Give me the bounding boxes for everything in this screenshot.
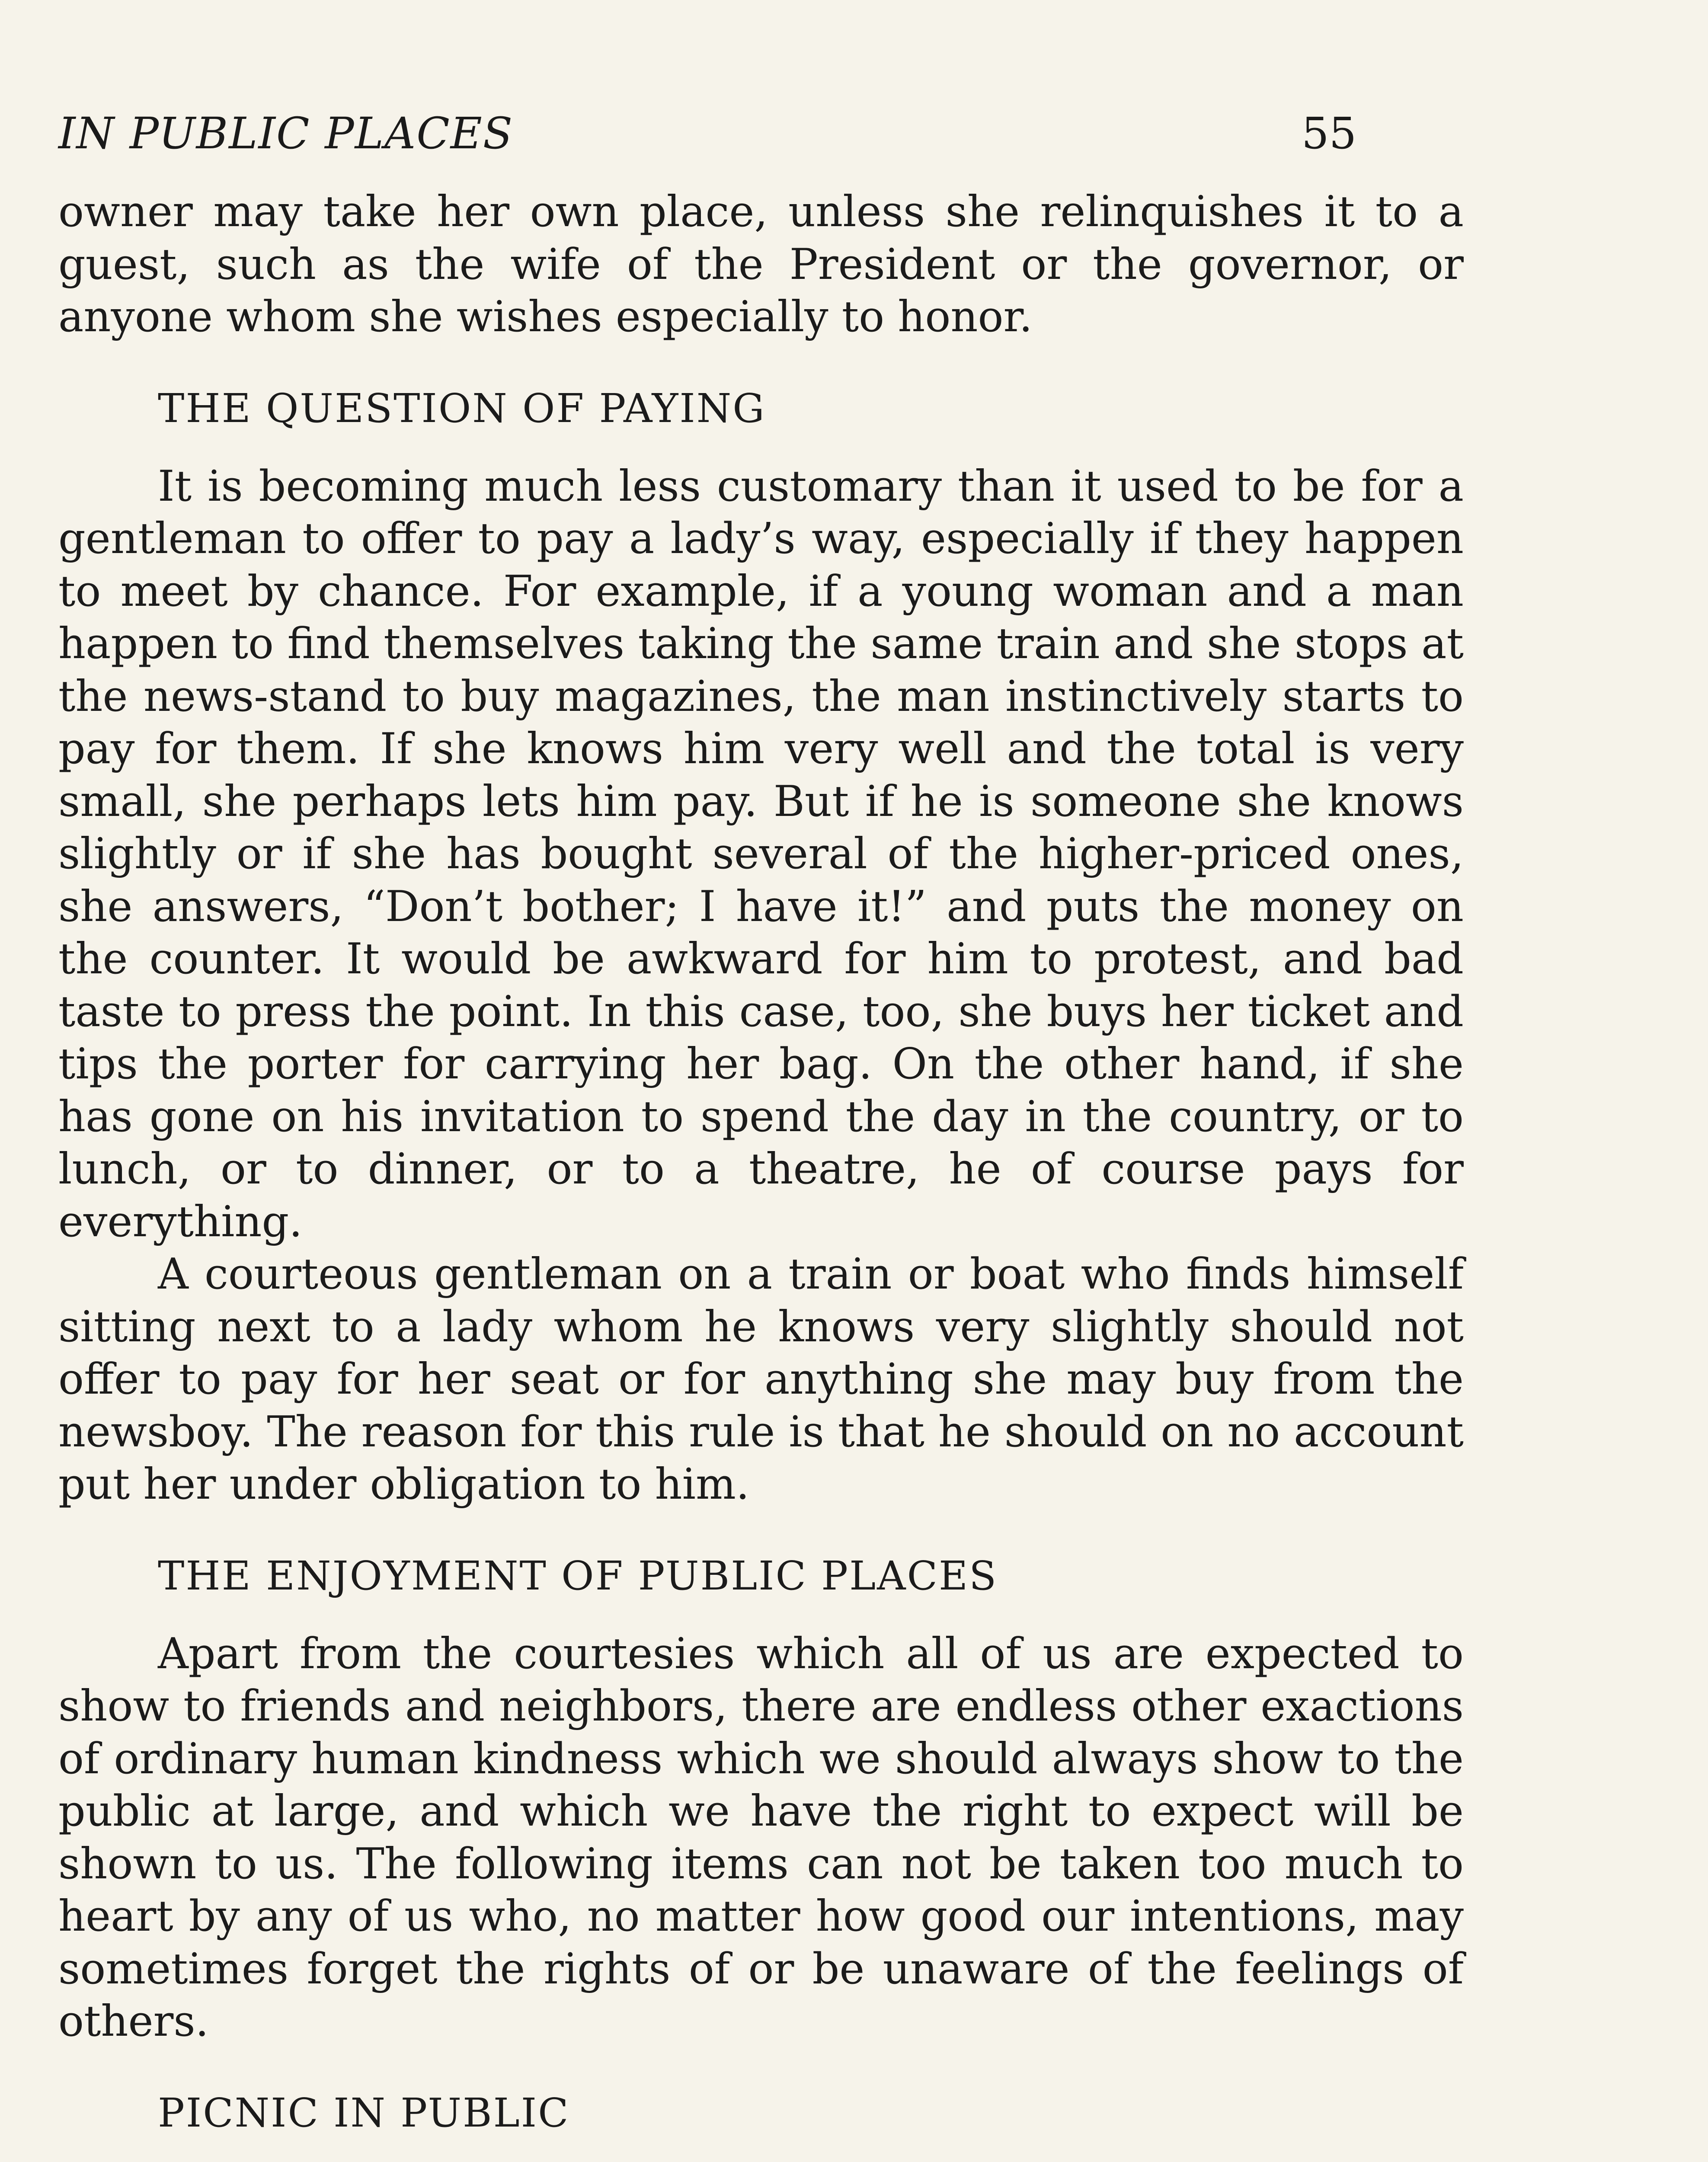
paragraph-paying-2: A courteous gentleman on a train or boat who finds himself sitting next to a lady whom he knows very slightly should not offer to pay for her seat or for anything she may buy from the newsboy. The reason for this rule is that he should on no account put her under obligation to him. (58, 1250, 1464, 1509)
section-heading-enjoyment: THE ENJOYMENT OF PUBLIC PLACES (158, 1552, 998, 1599)
paragraph-continued: owner may take her own place, unless she relinquishes it to a guest, such as the wife of the President or the governor, or anyone whom she wishes especially to honor. (58, 187, 1464, 342)
page-number: 55 (1302, 108, 1357, 159)
paragraph-enjoyment: Apart from the courtesies which all of us are expected to show to friends and neighbors, there are endless other exactions of ordinary human kindness which we should always show to the public at large, and which we have the right to expect will be shown to us. The following items can not be taken too much to heart by any of us who, no matter how good our intentions, may sometimes forget the rights of or be unaware of the feelings of others. (58, 1629, 1464, 2046)
section-heading-paying: THE QUESTION OF PAYING (158, 385, 766, 432)
section-heading-picnic: PICNIC IN PUBLIC (158, 2089, 570, 2136)
body-text (58, 186, 1464, 2162)
paragraph-paying-1: It is becoming much less customary than it used to be for a gentleman to offer to pay a lady’s way, especially if they happen to meet by chance. For example, if a young woman and a man happen to find themselves taking the same train and she stops at the news-stand to buy magazines, the man instinctively starts to pay for them. If she knows him very well and the total is very small, she perhaps lets him pay. But if he is someone she knows slightly or if she has bought several of the higher-priced ones, she answers, “Don’t bother; I have it!” and puts the money on the counter. It would be awkward for him to protest, and bad taste to press the point. In this case, too, she buys her ticket and tips the porter for carrying her bag. On the other hand, if she has gone on his invitation to spend the day in the country, or to lunch, or to dinner, or to a theatre, he of course pays for everything. (58, 461, 1464, 1247)
running-head: IN PUBLIC PLACES (58, 108, 514, 159)
